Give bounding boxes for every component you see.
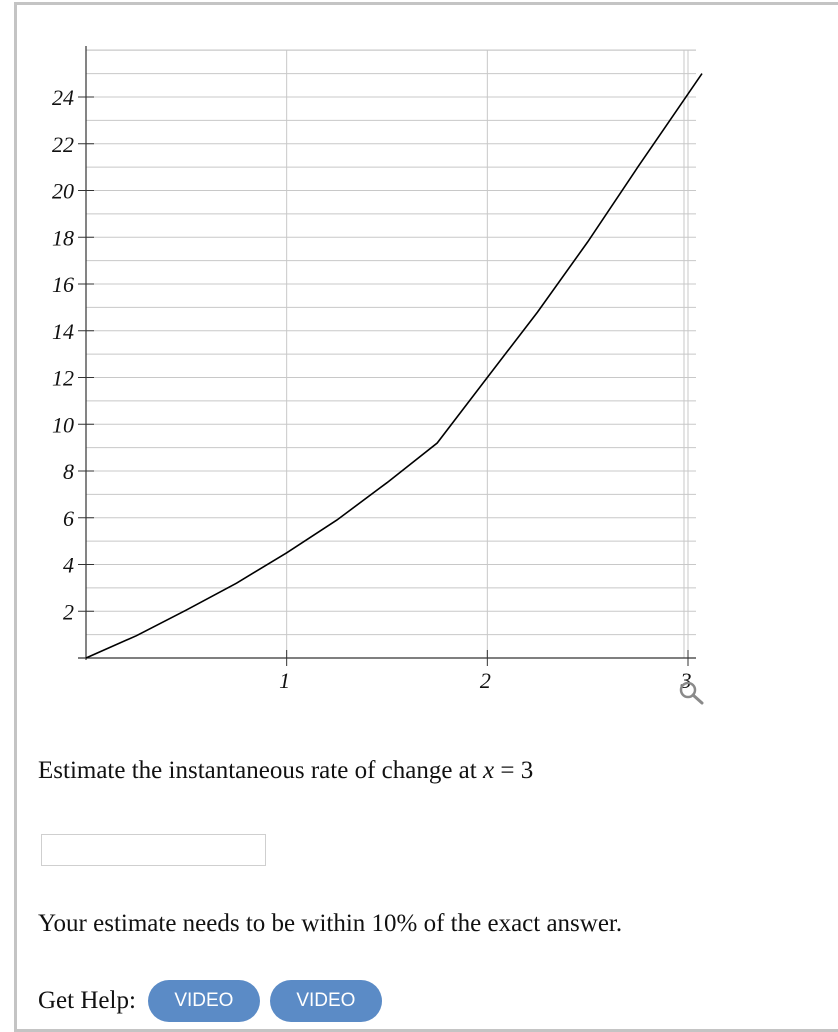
y-tick-label: 8 [63,459,74,484]
get-help-label: Get Help: [38,987,136,1014]
y-tick-label: 4 [63,552,74,578]
x-tick-label: 1 [279,668,291,693]
question-variable: x [482,757,495,784]
x-tick-label: 3 [680,668,692,693]
y-tick-label: 2 [63,599,74,625]
curve-layer [86,74,702,658]
tick-marks [78,97,688,666]
question-suffix: = 3 [494,757,534,784]
question-text [38,757,533,785]
x-tick-label: 2 [479,668,491,693]
video-button-1[interactable]: VIDEO [148,980,260,1022]
y-tick-label: 6 [63,505,74,531]
y-tick-label: 10 [52,412,74,438]
y-tick-label: 20 [52,178,74,204]
tick-labels [52,85,692,693]
answer-input[interactable] [41,834,266,866]
question-prefix: Estimate the instantaneous rate of change at [38,757,483,784]
y-tick-label: 16 [52,272,74,297]
y-tick-label: 18 [52,225,74,251]
y-tick-label: 12 [52,365,74,391]
axes [78,46,696,660]
grid-lines [86,50,696,658]
y-tick-label: 14 [52,318,74,344]
tolerance-note: Your estimate needs to be within 10% of the exact answer. [38,910,623,937]
y-tick-label: 22 [52,131,74,157]
video-button-2[interactable]: VIDEO [270,980,382,1022]
y-tick-label: 24 [52,85,74,110]
function-curve [86,74,702,658]
help-row [38,980,382,1022]
